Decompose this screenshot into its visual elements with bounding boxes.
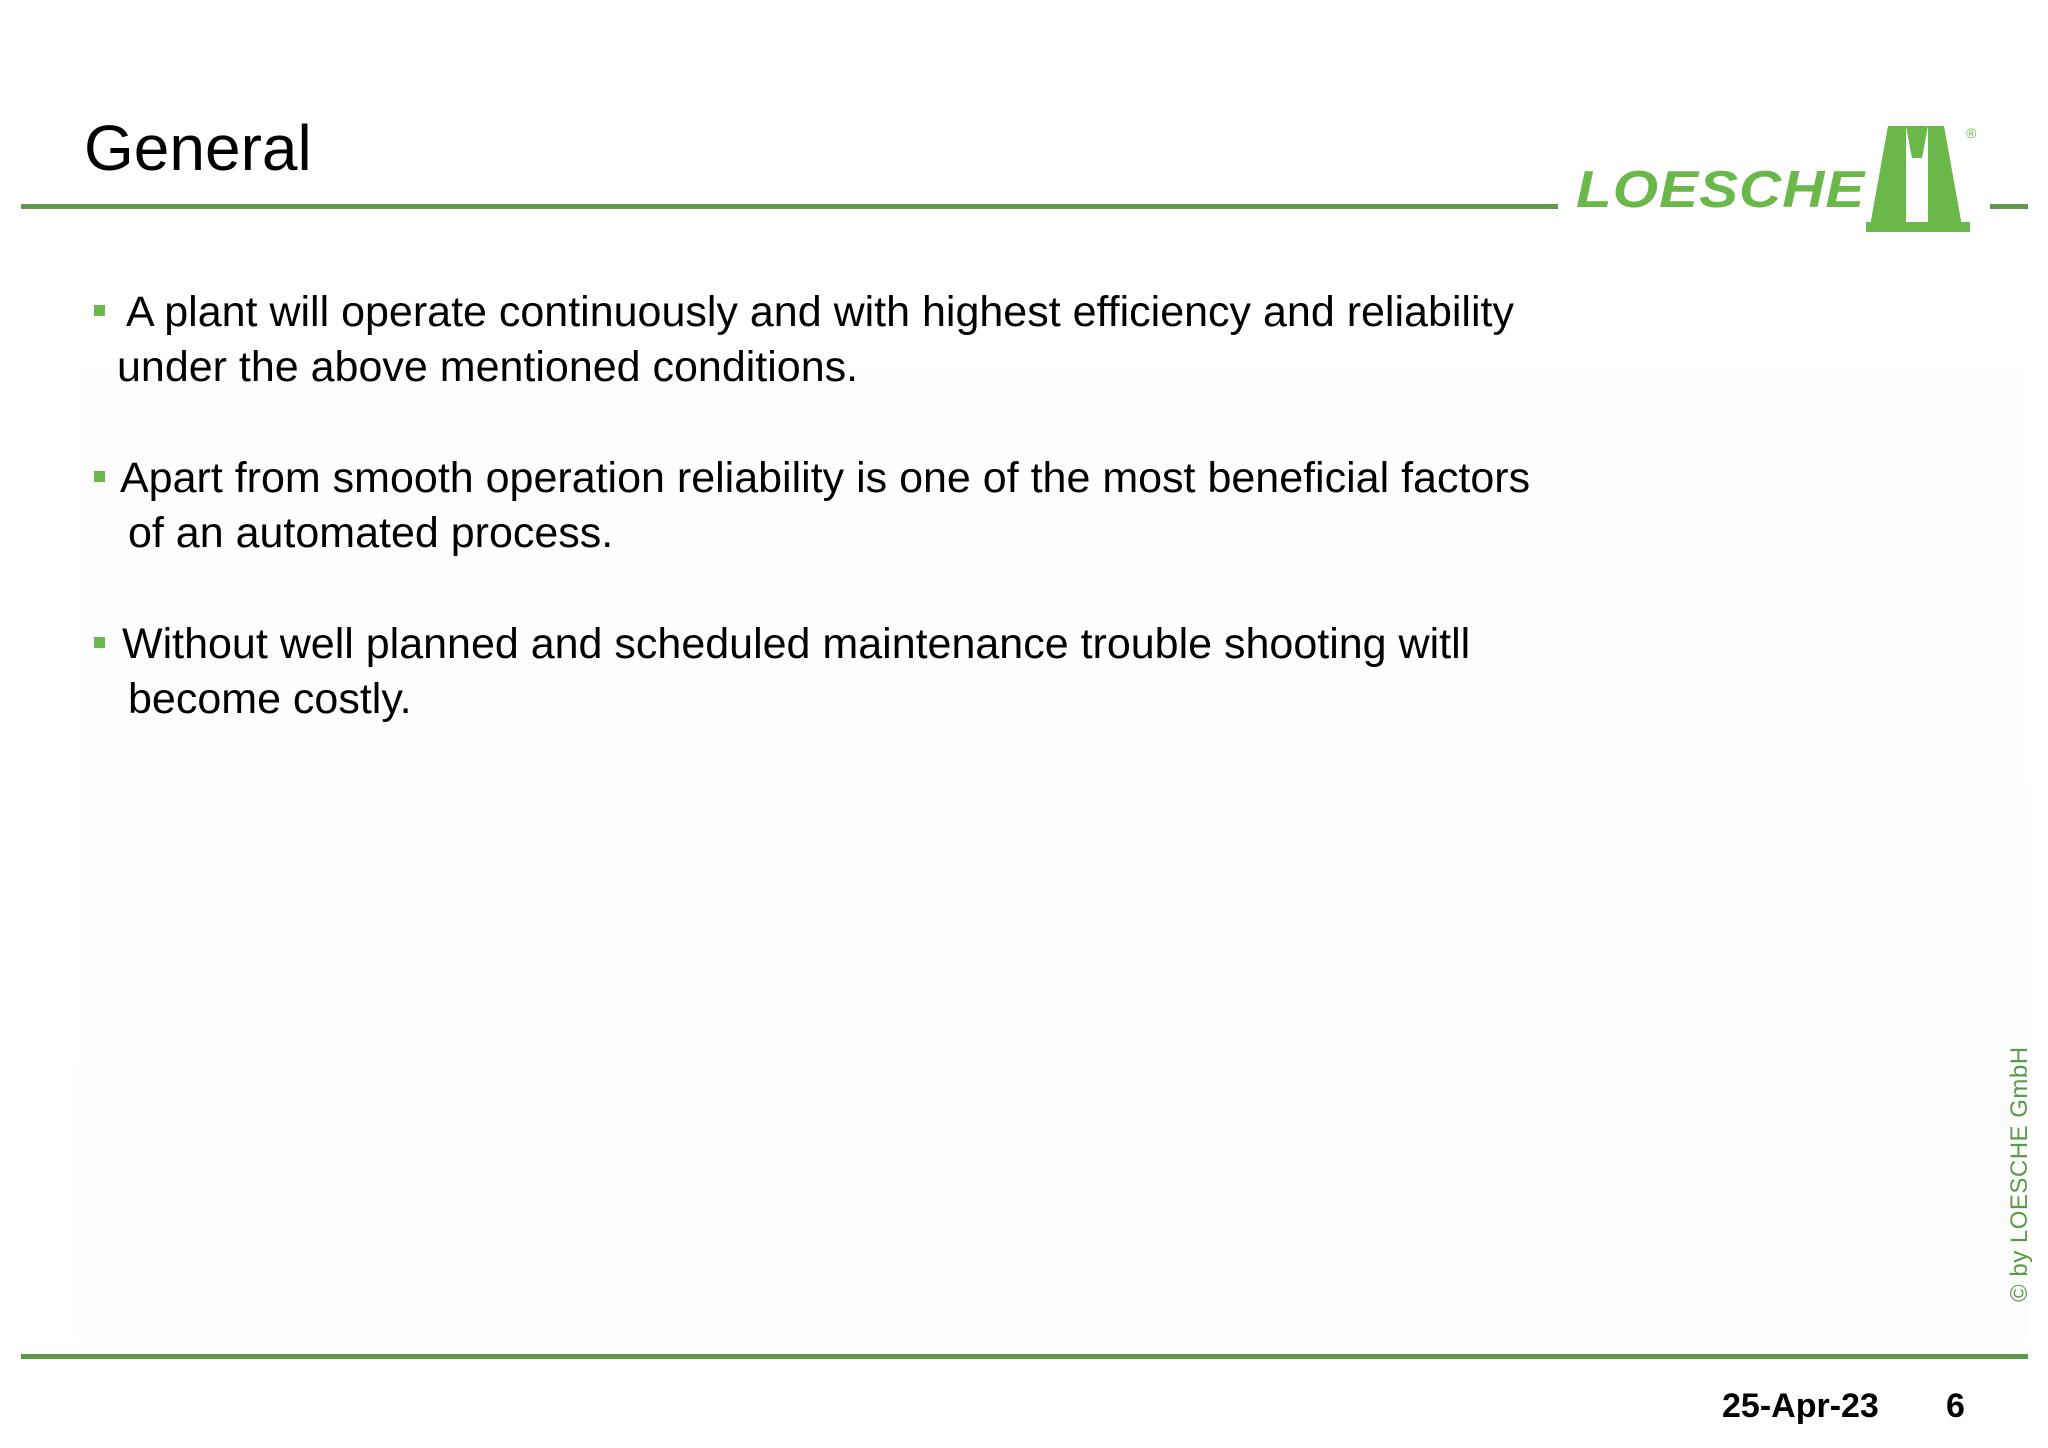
registered-mark: ® <box>1966 125 1977 141</box>
header-rule-left <box>21 204 1558 209</box>
header-rule-right <box>1990 204 2028 209</box>
bullet-2-line-1: Apart from smooth operation reliability is one of the most beneficial factors <box>120 454 1531 502</box>
footer-date: 25-Apr-23 <box>1722 1387 1879 1425</box>
content-area <box>78 228 2028 1338</box>
bullet-3-line-2: become costly. <box>128 675 412 723</box>
bullet-2-line-2: of an automated process. <box>128 509 614 557</box>
page-number: 6 <box>1946 1387 1965 1425</box>
bullet-3-line-1: Without well planned and scheduled maintenance trouble shooting witll <box>122 620 1471 668</box>
bullet-1-line-2: under the above mentioned conditions. <box>117 343 859 391</box>
bullet-1-line-1: A plant will operate continuously and with highest efficiency and reliability <box>126 288 1514 336</box>
copyright-notice: © by LOESCHE GmbH <box>2006 1046 2033 1302</box>
logo-wordmark: LOESCHE <box>1576 161 1866 219</box>
footer-rule <box>21 1354 2028 1359</box>
loesche-mill-logo-icon <box>1866 118 1980 236</box>
page-title: General <box>84 112 312 184</box>
loesche-logo <box>1570 118 1980 236</box>
